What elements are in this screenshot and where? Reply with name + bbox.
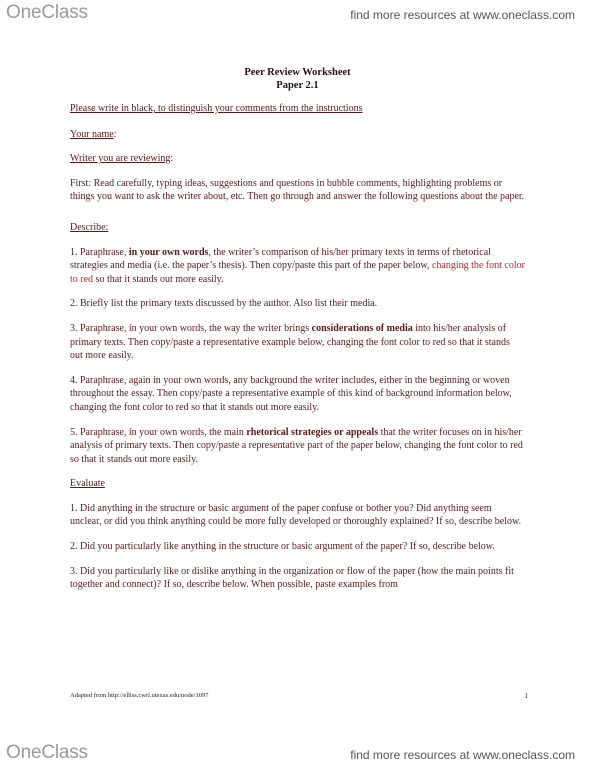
header-bar xyxy=(0,0,595,30)
evaluate-q2: 2. Did you particularly like anything in the structure or basic argument of the paper? If so, describe below. xyxy=(70,541,495,553)
q3-text-a: 3. Paraphrase, in your own words, the way the writer brings xyxy=(70,322,312,334)
your-name-colon: : xyxy=(113,128,117,140)
document-page xyxy=(70,66,525,592)
q1-text-e: so that it stands out more easily. xyxy=(93,273,224,285)
q1-text-c: , the writer’s comparison of his/her primary texts in terms of rhetorical strategies and media (i.e. the paper’s thesis). Then copy/paste this part of the paper below, xyxy=(70,246,491,272)
writer-field xyxy=(70,152,525,166)
q5-text-a: 5. Paraphrase, in your own words, the main xyxy=(70,426,247,438)
source-attribution: Adapted from http://elliss.cwrl.utexas.edu/node/1097 xyxy=(70,692,209,699)
resources-link-bottom[interactable]: find more resources at www.oneclass.com xyxy=(350,748,575,762)
q5-text-c: that the writer focuses on in his/her analysis of primary texts. Then copy/paste a representative part of the paper below, changing the font color to red so that it stands out more easily. xyxy=(70,426,523,465)
q3-bold: considerations of media xyxy=(311,322,413,334)
describe-q2: 2. Briefly list the primary texts discussed by the author. Also list their media. xyxy=(70,298,378,310)
describe-heading: Describe: xyxy=(70,221,109,233)
your-name-field xyxy=(70,128,525,142)
q1-text-a: 1. Paraphrase, xyxy=(70,246,129,258)
instruction-text: Please write in black, to distinguish your comments from the instructions xyxy=(70,103,363,114)
q5-bold: rhetorical strategies or appeals xyxy=(246,426,379,438)
page-number: 1 xyxy=(524,692,528,700)
q1-bold: in your own words xyxy=(128,246,209,258)
intro-paragraph: First: Read carefully, typing ideas, suggestions and questions in bubble comments, highlighting problems or things you want to ask the writer about, etc. Then go through and answer the following questions about the paper. xyxy=(70,177,525,203)
q1-red-text: changing the font color to red xyxy=(70,260,525,285)
describe-q3 xyxy=(70,322,525,363)
oneclass-logo-bottom[interactable]: OneClass xyxy=(6,742,88,763)
describe-q5 xyxy=(70,426,525,467)
footer-bar xyxy=(0,737,595,770)
page-footer xyxy=(70,692,528,699)
oneclass-logo[interactable]: OneClass xyxy=(6,2,88,23)
q3-text-c: into his/her analysis of primary texts. Then copy/paste a representative example below, changing the font color to red so that it stands out more easily. xyxy=(70,322,510,362)
resources-link[interactable]: find more resources at www.oneclass.com xyxy=(350,8,575,22)
evaluate-heading: Evaluate xyxy=(70,478,105,490)
your-name-label: Your name xyxy=(70,128,114,140)
describe-q1 xyxy=(70,246,525,287)
doc-title: Peer Review Worksheet xyxy=(244,67,351,78)
doc-subtitle: Paper 2.1 xyxy=(276,80,319,91)
evaluate-q3: 3. Did you particularly like or dislike anything in the organization or flow of the paper (how the main points fit together and connect)? If so, describe below. When possible, paste examples from xyxy=(70,565,514,591)
evaluate-q1: 1. Did anything in the structure or basic argument of the paper confuse or bother you? Did anything seem unclear, or did you think anything could be more fully developed or thoroughly explained? If so, describe below. xyxy=(70,502,522,528)
writer-colon: : xyxy=(170,153,174,165)
describe-q4: 4. Paraphrase, again in your own words, any background the writer includes, either in the beginning or woven throughout the essay. Then copy/paste a representative example of this kind of background information below, changing the font color to red so that it stands out more easily. xyxy=(70,374,512,413)
writer-label: Writer you are reviewing xyxy=(70,153,171,165)
